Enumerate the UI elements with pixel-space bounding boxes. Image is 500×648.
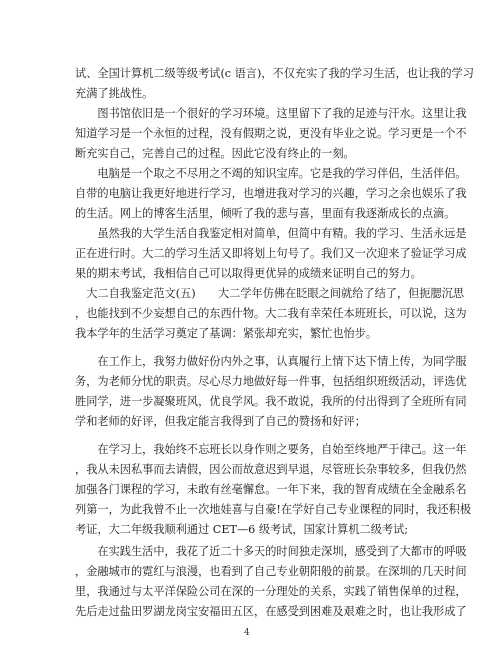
text-line: 图书馆依旧是一个很好的学习环境。这里留下了我的足迹与汗水。这里让我 bbox=[75, 107, 467, 120]
text-line: 在实践生活中，我花了近二十多天的时间独走深圳，感受到了大都市的呼吸 bbox=[75, 545, 467, 558]
text-line: 考证，大二年级我顺利通过 CET—6 级考试，国家计算机二级考试; bbox=[75, 523, 409, 536]
text-line: ，我从未因私事而去请假，因公而故意迟到早退，尽管班长杂事较多，但我仍然 bbox=[75, 463, 467, 476]
text-line: 胜同学，进一步凝聚班风，优良学风。我不敢说，我所的付出得到了全班所有同 bbox=[75, 395, 467, 408]
text-line: 断充实自己，完善自己的过程。因此它没有终止的一刻。 bbox=[75, 147, 355, 160]
text-line: 知道学习是一个永恒的过程，没有假期之说，更没有毕业之说。学习更是一个不 bbox=[75, 127, 467, 140]
section-heading-line: 大二自我鉴定范文(五) 大二学年仿佛在眨眼之间就给了结了，但扼腮沉思 bbox=[75, 287, 465, 300]
text-line: 我本学年的生活学习奠定了基调：紧张却充实，繁忙也怡步。 bbox=[75, 327, 378, 340]
text-line: 学和老师的好评，但我定能言我得到了自己的赞扬和好评； bbox=[75, 415, 366, 428]
text-line: 的生活。网上的博客生活里，倾听了我的悲与喜，里面有我逐渐成长的点滴。 bbox=[75, 207, 456, 220]
text-line: 电脑是一个取之不尽用之不竭的知识宝库。它是我的学习伴侣，生活伴侣。 bbox=[75, 167, 467, 180]
text-line: 务，为老师分忧的职责。尽心尽力地做好每一件事，包括组织班级活动，评选优 bbox=[75, 375, 467, 388]
text-line: 在学习上，我始终不忘班长以身作则之要务，自始至终地严于律己。这一年 bbox=[75, 443, 467, 456]
text-line: 里，我通过与太平洋保险公司在深的一分理处的关系，实践了销售保单的过程， bbox=[75, 585, 467, 598]
text-line: 加强各门课程的学习，未敢有丝毫懈怠。一年下来，我的智育成绩在全金融系名 bbox=[75, 483, 467, 496]
text-line: 正在进行时。大二的学习生活又即将划上句号了。我们又一次迎来了验证学习成 bbox=[75, 247, 467, 260]
text-line: 果的期末考试，我相信自己可以取得更优异的成绩来证明自己的努力。 bbox=[75, 267, 422, 280]
text-line: ，也能找到不少妄想自己的东西什物。大二我有幸荣任本班班长，可以说，这为 bbox=[75, 307, 467, 320]
page-number: 4 bbox=[244, 628, 250, 638]
text-line: 虽然我的大学生活自我鉴定相对简单，但简中有精。我的学习、生活永远是 bbox=[75, 227, 467, 240]
text-line: 先后走过盐田罗湖龙岗宝安福田五区，在感受到困难及艰难之时，也让我形成了 bbox=[75, 605, 467, 618]
text-line: ，金融城市的霓红与浪漫，也看到了自己专业朝阳般的前景。在深圳的几天时间 bbox=[75, 565, 467, 578]
text-line: 充满了挑战性。 bbox=[75, 87, 154, 100]
text-line: 自带的电脑让我更好地进行学习，也增进我对学习的兴趣，学习之余也娱乐了我 bbox=[75, 187, 467, 200]
text-line: 在工作上，我努力做好份内外之事，认真履行上情下达下情上传，为同学服 bbox=[75, 355, 467, 368]
text-line: 列第一，为此我曾不止一次地娃喜与自豪!在学好自己专业课程的同时，我还积极 bbox=[75, 503, 472, 516]
text-line: 试、全国计算机二级等级考试(c 语言)，不仅充实了我的学习生活，也让我的学习 bbox=[75, 67, 474, 80]
